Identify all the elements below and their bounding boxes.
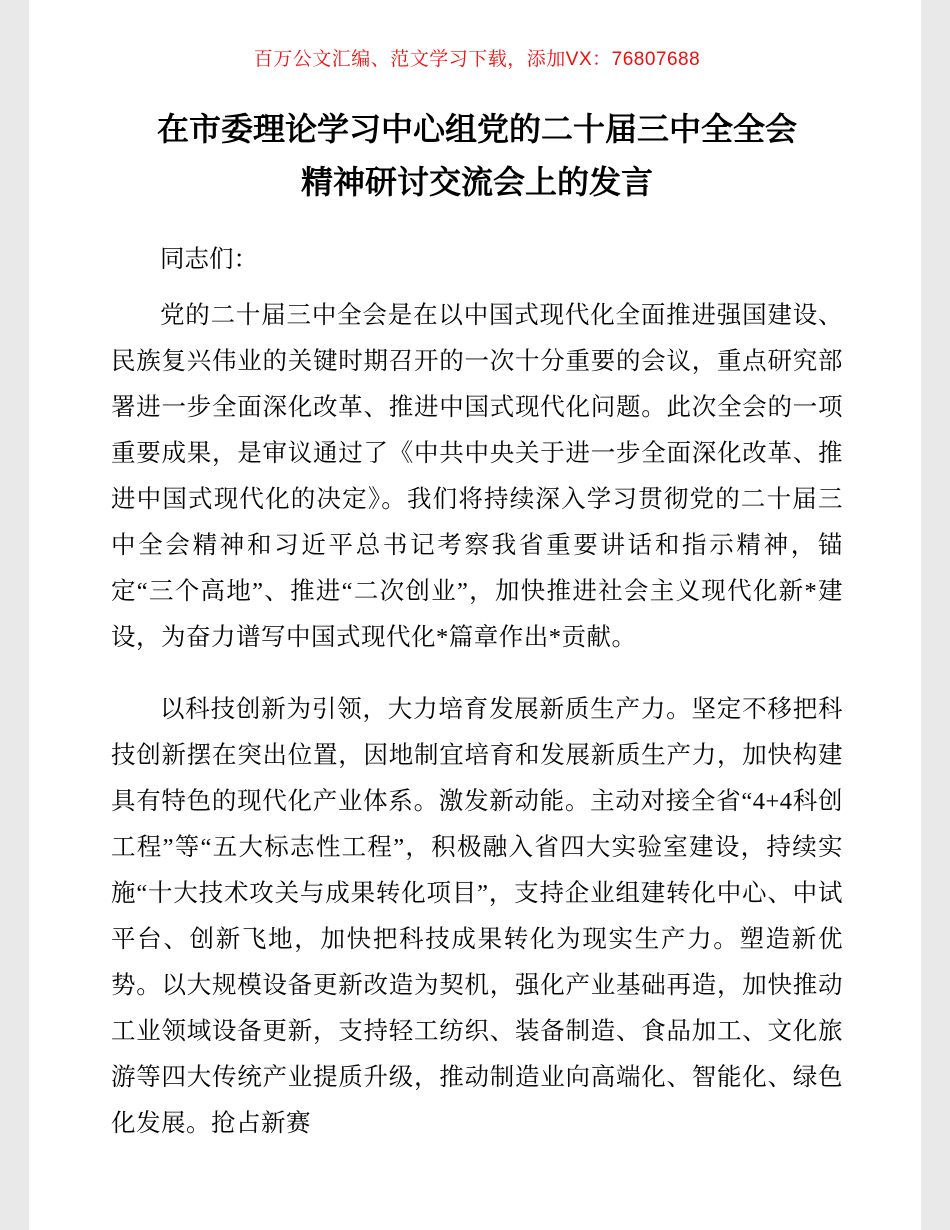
body-paragraph: 党的二十届三中全会是在以中国式现代化全面推进强国建设、民族复兴伟业的关键时期召开的一次十分重要的会议，重点研究部署进一步全面深化改革、推进中国式现代化问题。此次全会的一项重要成果，是审议通过了《中共中央关于进一步全面深化改革、推进中国式现代化的决定》。我们将持续深入学习贯彻党的二十届三中全会精神和习近平总书记考察我省重要讲话和指示精神，锚定“三个高地”、推进“二次创业”，加快推进社会主义现代化新*建设，为奋力谱写中国式现代化*篇章作出*贡献。 xyxy=(111,301,843,651)
document-title-line-2: 精神研讨交流会上的发言 xyxy=(300,163,653,200)
document-body xyxy=(111,293,843,1147)
body-paragraph: 以科技创新为引领，大力培育发展新质生产力。坚定不移把科技创新摆在突出位置，因地制宜培育和发展新质生产力，加快构建具有特色的现代化产业体系。激发新动能。主动对接全省“4+4科创工程”等“五大标志性工程”，积极融入省四大实验室建设，持续实施“十大技术攻关与成果转化项目”，支持企业组建转化中心、中试平台、创新飞地，加快把科技成果转化为现实生产力。塑造新优势。以大规模设备更新改造为契机，强化产业基础再造，加快推动工业领域设备更新，支持轻工纺织、装备制造、食品加工、文化旅游等四大传统产业提质升级，推动制造业向高端化、智能化、绿色化发展。抢占新赛 xyxy=(111,695,843,1137)
document-page xyxy=(29,0,921,1230)
document-title-line-1: 在市委理论学习中心组党的二十届三中全全会 xyxy=(156,111,797,147)
salutation: 同志们： xyxy=(160,245,258,273)
promo-notice: 百万公文汇编、范文学习下载，添加VX：76807688 xyxy=(253,49,701,70)
document-title xyxy=(111,103,843,209)
